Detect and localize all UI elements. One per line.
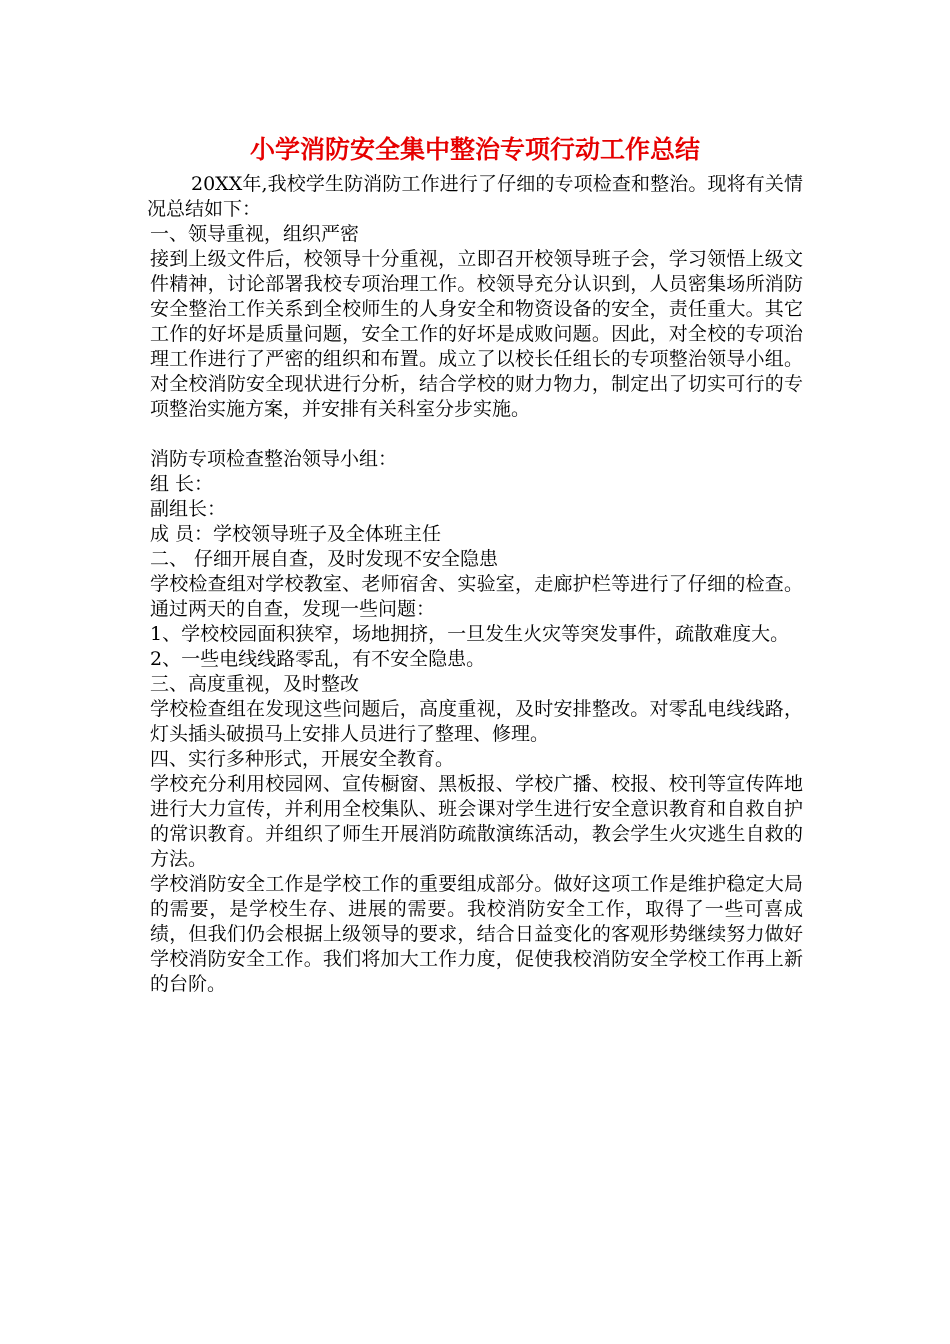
deputy-leader-line: 副组长：: [150, 498, 227, 520]
document-body: [147, 172, 803, 997]
intro-paragraph: 20XX年,我校学生防消防工作进行了仔细的专项检查和整治。现将有关情况总结如下：: [147, 173, 803, 220]
issue-item-2: 2、一些电线线路零乱，有不安全隐患。: [150, 648, 486, 670]
section-2-paragraph: 学校检查组对学校教室、老师宿舍、实验室，走廊护栏等进行了仔细的检查。通过两天的自查，发现一些问题：: [150, 573, 803, 620]
section-heading-4: 四、实行多种形式，开展安全教育。: [150, 748, 455, 770]
blank-line: [147, 422, 803, 447]
document-page: [147, 130, 803, 997]
section-1-paragraph: 接到上级文件后，校领导十分重视，立即召开校领导班子会，学习领悟上级文件精神，讨论部署我校专项治理工作。校领导充分认识到，人员密集场所消防安全整治工作关系到全校师生的人身安全和物资设备的安全，责任重大。其它工作的好坏是质量问题，安全工作的好坏是成败问题。因此，对全校的专项治理工作进行了严密的组织和布置。成立了以校长任组长的专项整治领导小组。对全校消防安全现状进行分析，结合学校的财力物力，制定出了切实可行的专项整治实施方案，并安排有关科室分步实施。: [150, 248, 803, 420]
leadership-group-heading: 消防专项检查整治领导小组：: [150, 448, 398, 470]
section-4-paragraph: 学校充分利用校园网、宣传橱窗、黑板报、学校广播、校报、校刊等宣传阵地进行大力宣传，并利用全校集队、班会课对学生进行安全意识教育和自救自护的常识教育。并组织了师生开展消防疏散演练活动，教会学生火灾逃生自救的方法。: [150, 773, 803, 870]
section-heading-2: 二、 仔细开展自查，及时发现不安全隐患: [150, 548, 499, 570]
section-3-paragraph: 学校检查组在发现这些问题后，高度重视，及时安排整改。对零乱电线线路，灯头插头破损马上安排人员进行了整理、修理。: [150, 698, 803, 745]
members-line: 成 员：学校领导班子及全体班主任: [150, 523, 442, 545]
group-leader-line: 组 长：: [150, 473, 214, 495]
section-heading-1: 一、领导重视，组织严密: [150, 223, 360, 245]
document-title: 小学消防安全集中整治专项行动工作总结: [249, 135, 700, 164]
section-heading-3: 三、高度重视，及时整改: [150, 673, 360, 695]
conclusion-paragraph: 学校消防安全工作是学校工作的重要组成部分。做好这项工作是维护稳定大局的需要，是学校生存、进展的需要。我校消防安全工作，取得了一些可喜成绩，但我们仍会根据上级领导的要求，结合日益变化的客观形势继续努力做好学校消防安全工作。我们将加大工作力度，促使我校消防安全学校工作再上新的台阶。: [150, 873, 803, 995]
issue-item-1: 1、学校校园面积狭窄，场地拥挤，一旦发生火灾等突发事件，疏散难度大。: [150, 623, 790, 645]
